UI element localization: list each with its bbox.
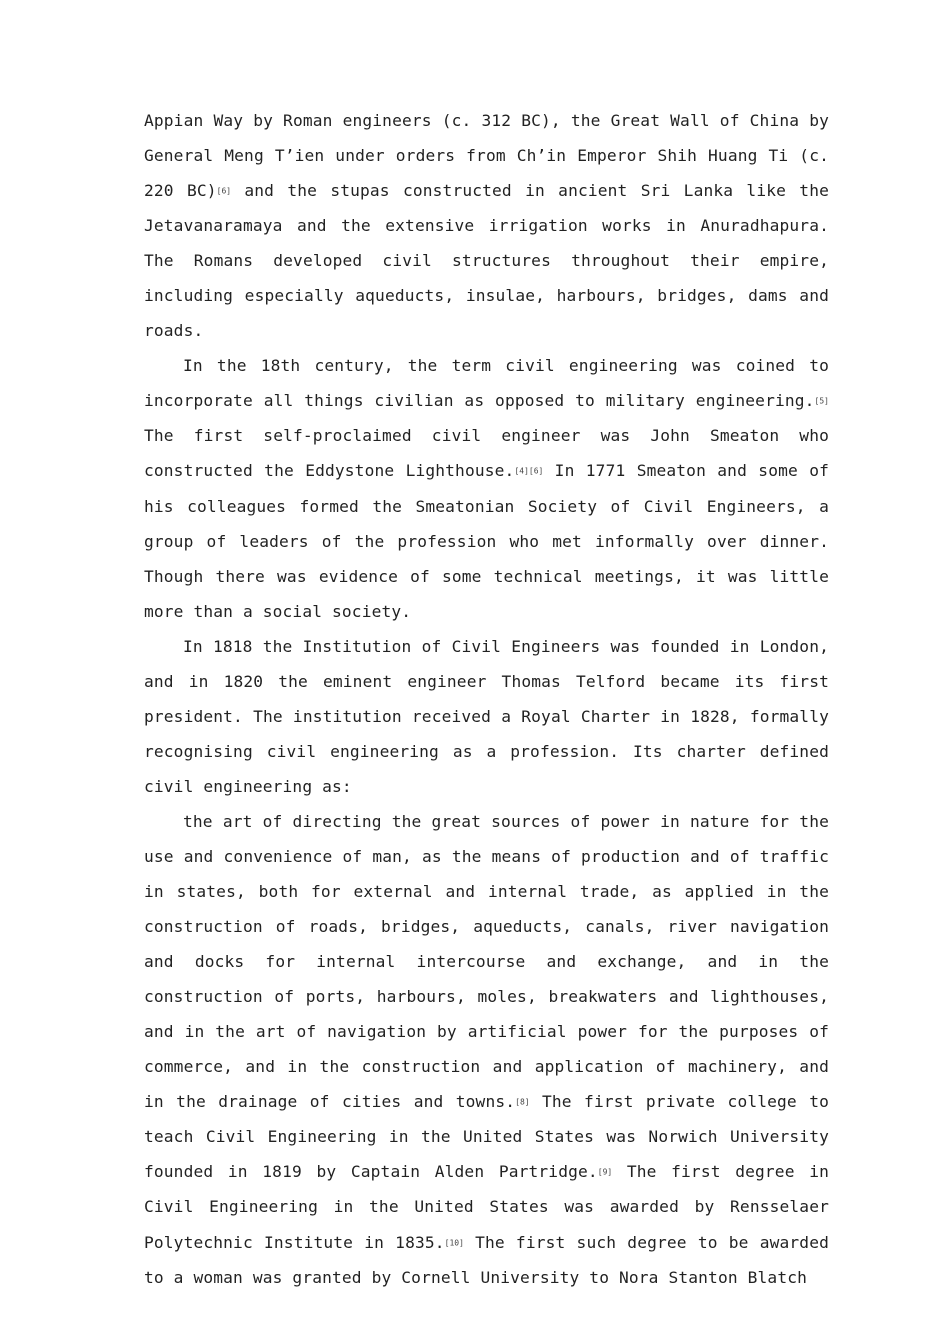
citation-ref[interactable]: [6] xyxy=(216,186,232,196)
paragraph-text: In 1771 Smeaton and some of his colleagues formed the Smeatonian Society of Civil Engineers, a group of leaders of the profession who met informally over dinner. Though there was evidence of some technical meetings, it was little more than a social society. xyxy=(144,461,829,621)
paragraph-institution xyxy=(144,629,829,804)
paragraph-charter-definition xyxy=(144,804,829,1295)
citation-ref[interactable]: [8] xyxy=(515,1097,530,1107)
citation-ref[interactable]: [9] xyxy=(597,1168,613,1178)
paragraph-text: The first self-proclaimed civil engineer was John Smeaton who constructed the Eddystone Lighthouse. xyxy=(144,426,829,481)
paragraph-text: The first degree in Civil Engineering in the United States was awarded by Rensselaer Polytechnic Institute in 1835. xyxy=(144,1162,829,1252)
paragraph-text: Appian Way by Roman engineers (c. 312 BC), the Great Wall of China by General Meng T’ien under orders from Ch’in Emperor Shih Huang Ti (c. 220 BC) xyxy=(144,111,829,201)
paragraph-text: In 1818 the Institution of Civil Engineers was founded in London, and in 1820 the eminent engineer Thomas Telford became its first president. The institution received a Royal Charter in 1828, formally recognising civil engineering as a profession. Its charter defined civil engineering as: xyxy=(144,636,829,796)
paragraph-text: the art of directing the great sources of power in nature for the use and convenience of man, as the means of production and of traffic in states, both for external and internal trade, as applied in the construction of roads, bridges, aqueducts, canals, river navigation and docks for internal intercourse and exchange, and in the construction of ports, harbours, moles, breakwaters and lighthouses, and in the art of navigation by artificial power for the purposes of commerce, and in the construction and application of machinery, and in the drainage of cities and towns. xyxy=(144,811,829,1112)
citation-ref[interactable]: [10] xyxy=(444,1238,464,1248)
paragraph-ancient-works xyxy=(144,103,829,348)
paragraph-text: The first private college to teach Civil Engineering in the United States was Norwich University founded in 1819 by Captain Alden Partridge. xyxy=(144,1092,829,1182)
citation-ref[interactable]: [4][6] xyxy=(514,467,544,477)
citation-ref[interactable]: [5] xyxy=(814,396,829,406)
document-page xyxy=(144,103,829,1295)
paragraph-text: The first such degree to be awarded to a woman was granted by Cornell University to Nora Stanton Blatch xyxy=(144,1232,829,1287)
paragraph-text: and the stupas constructed in ancient Sri Lanka like the Jetavanaramaya and the extensive irrigation works in Anuradhapura. The Romans developed civil structures throughout their empire, including especially aqueducts, insulae, harbours, bridges, dams and roads. xyxy=(144,181,829,341)
paragraph-18th-century xyxy=(144,348,829,628)
paragraph-text: In the 18th century, the term civil engineering was coined to incorporate all things civilian as opposed to military engineering. xyxy=(144,356,829,411)
